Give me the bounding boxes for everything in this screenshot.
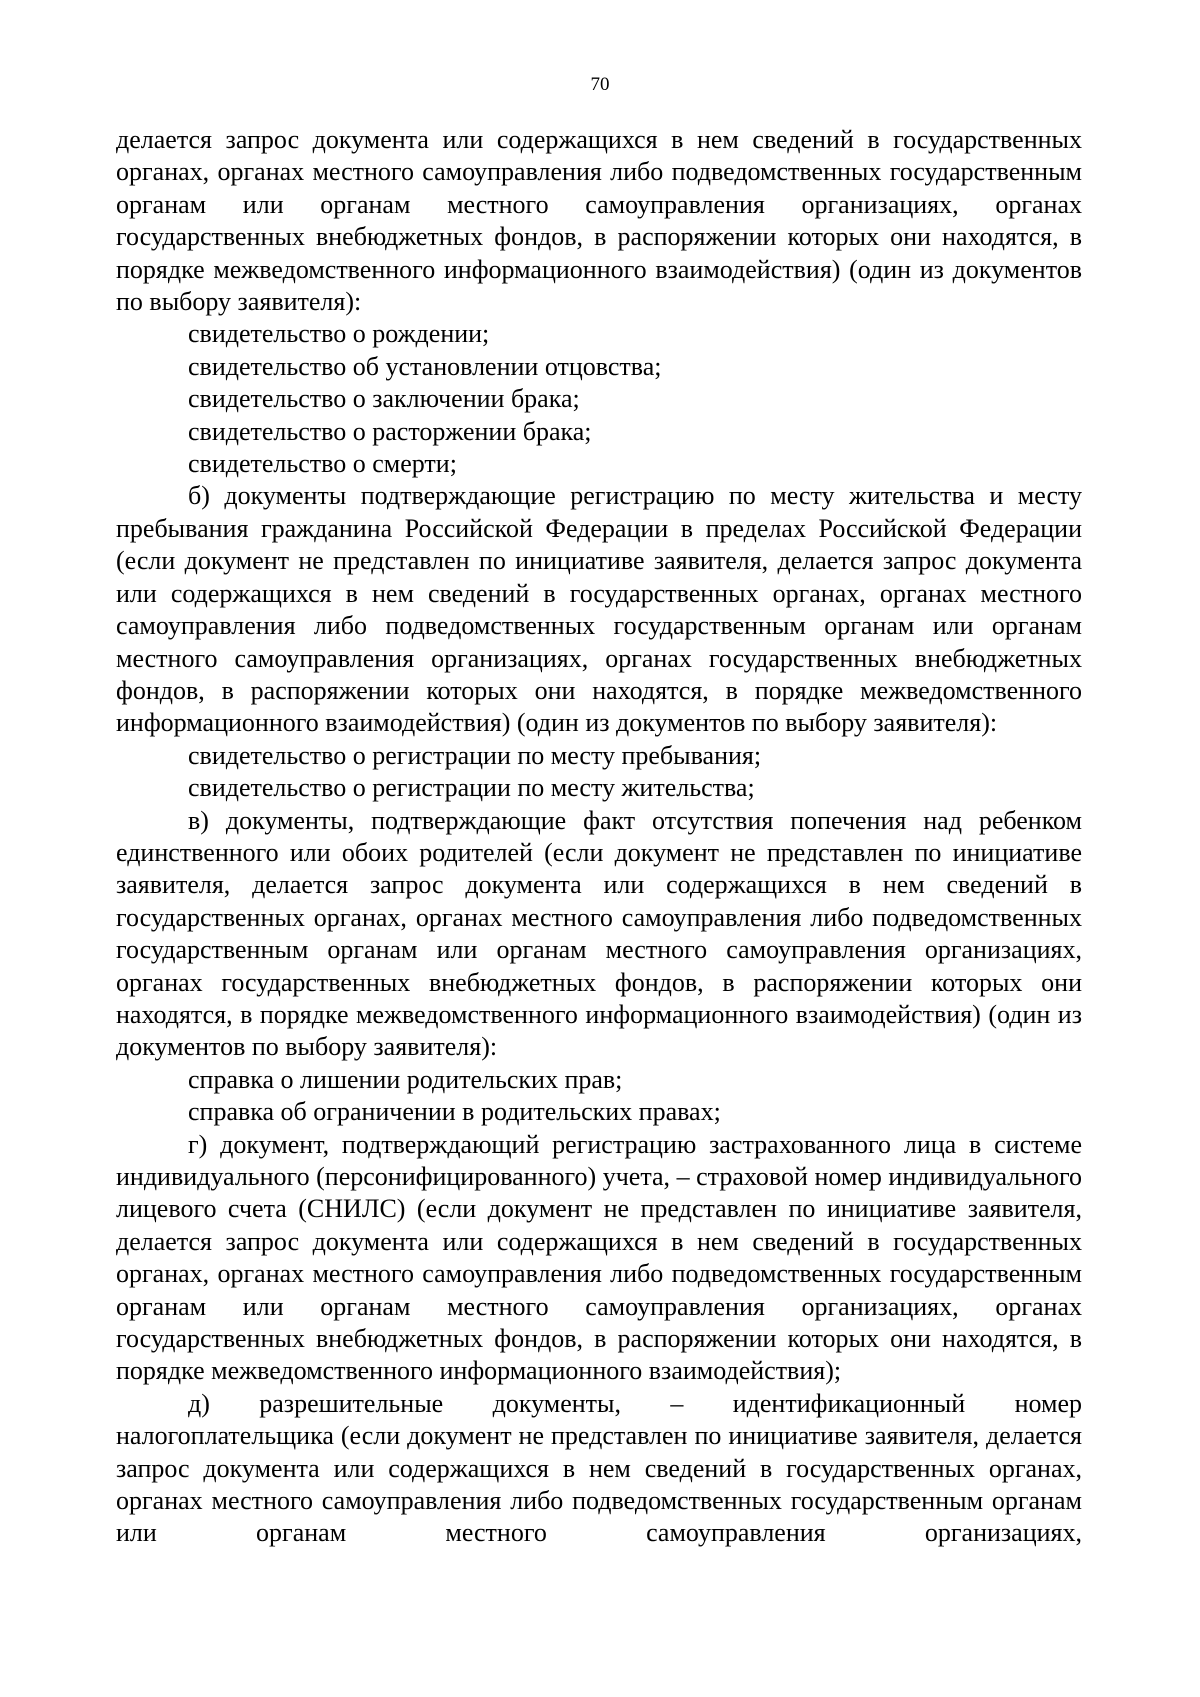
document-body xyxy=(116,124,1082,1550)
paragraph-v-parental-care: в) документы, подтверждающие факт отсутствия попечения над ребенком единственного или обоих родителей (если документ не представлен по инициативе заявителя, делается запрос документа или содержащихся в нем сведений в государственных органах, органах местного самоуправления либо подведомственных государственным органам или органам местного самоуправления организациях, органах государственных внебюджетных фондов, в распоряжении которых они находятся, в порядке межведомственного информационного взаимодействия) (один из документов по выбору заявителя): xyxy=(116,805,1082,1062)
list-item-death-certificate: свидетельство о смерти; xyxy=(188,449,457,479)
list-item-paternity-certificate: свидетельство об установлении отцовства; xyxy=(188,351,662,381)
list-item-marriage-certificate: свидетельство о заключении брака; xyxy=(188,384,580,414)
list-item-birth-certificate: свидетельство о рождении; xyxy=(188,319,490,349)
list-item-deprivation-rights: справка о лишении родительских прав; xyxy=(188,1064,623,1094)
paragraph-continuation: делается запрос документа или содержащихся в нем сведений в государственных органах, органах местного самоуправления либо подведомственных государственным органам или органам местного самоуправления организациях, органах государственных внебюджетных фондов, в распоряжении которых они находятся, в порядке межведомственного информационного взаимодействия) (один из документов по выбору заявителя): xyxy=(116,125,1082,317)
paragraph-d-inn: д) разрешительные документы, – идентификационный номер налогоплательщика (если документ не представлен по инициативе заявителя, делается запрос документа или содержащихся в нем сведений в государственных органах, органах местного самоуправления либо подведомственных государственным органам или органам местного самоуправления организациях, xyxy=(116,1388,1082,1548)
paragraph-g-snils: г) документ, подтверждающий регистрацию застрахованного лица в системе индивидуального (персонифицированного) учета, – страховой номер индивидуального лицевого счета (СНИЛС) (если документ не представлен по инициативе заявителя, делается запрос документа или содержащихся в нем сведений в государственных органах, органах местного самоуправления либо подведомственных государственным органам или органам местного самоуправления организациях, органах государственных внебюджетных фондов, в распоряжении которых они находятся, в порядке межведомственного информационного взаимодействия); xyxy=(116,1129,1082,1386)
list-item-divorce-certificate: свидетельство о расторжении брака; xyxy=(188,416,592,446)
list-item-restriction-rights: справка об ограничении в родительских правах; xyxy=(188,1097,721,1127)
list-item-stay-registration: свидетельство о регистрации по месту пребывания; xyxy=(188,740,762,770)
list-item-residence-registration: свидетельство о регистрации по месту жительства; xyxy=(188,773,755,803)
paragraph-b-registration: б) документы подтверждающие регистрацию по месту жительства и месту пребывания гражданина Российской Федерации в пределах Российской Федерации (если документ не представлен по инициативе заявителя, делается запрос документа или содержащихся в нем сведений в государственных органах, органах местного самоуправления либо подведомственных государственным органам или органам местного самоуправления организациях, органах государственных внебюджетных фондов, в распоряжении которых они находятся, в порядке межведомственного информационного взаимодействия) (один из документов по выбору заявителя): xyxy=(116,481,1082,738)
page-number: 70 xyxy=(590,74,610,95)
